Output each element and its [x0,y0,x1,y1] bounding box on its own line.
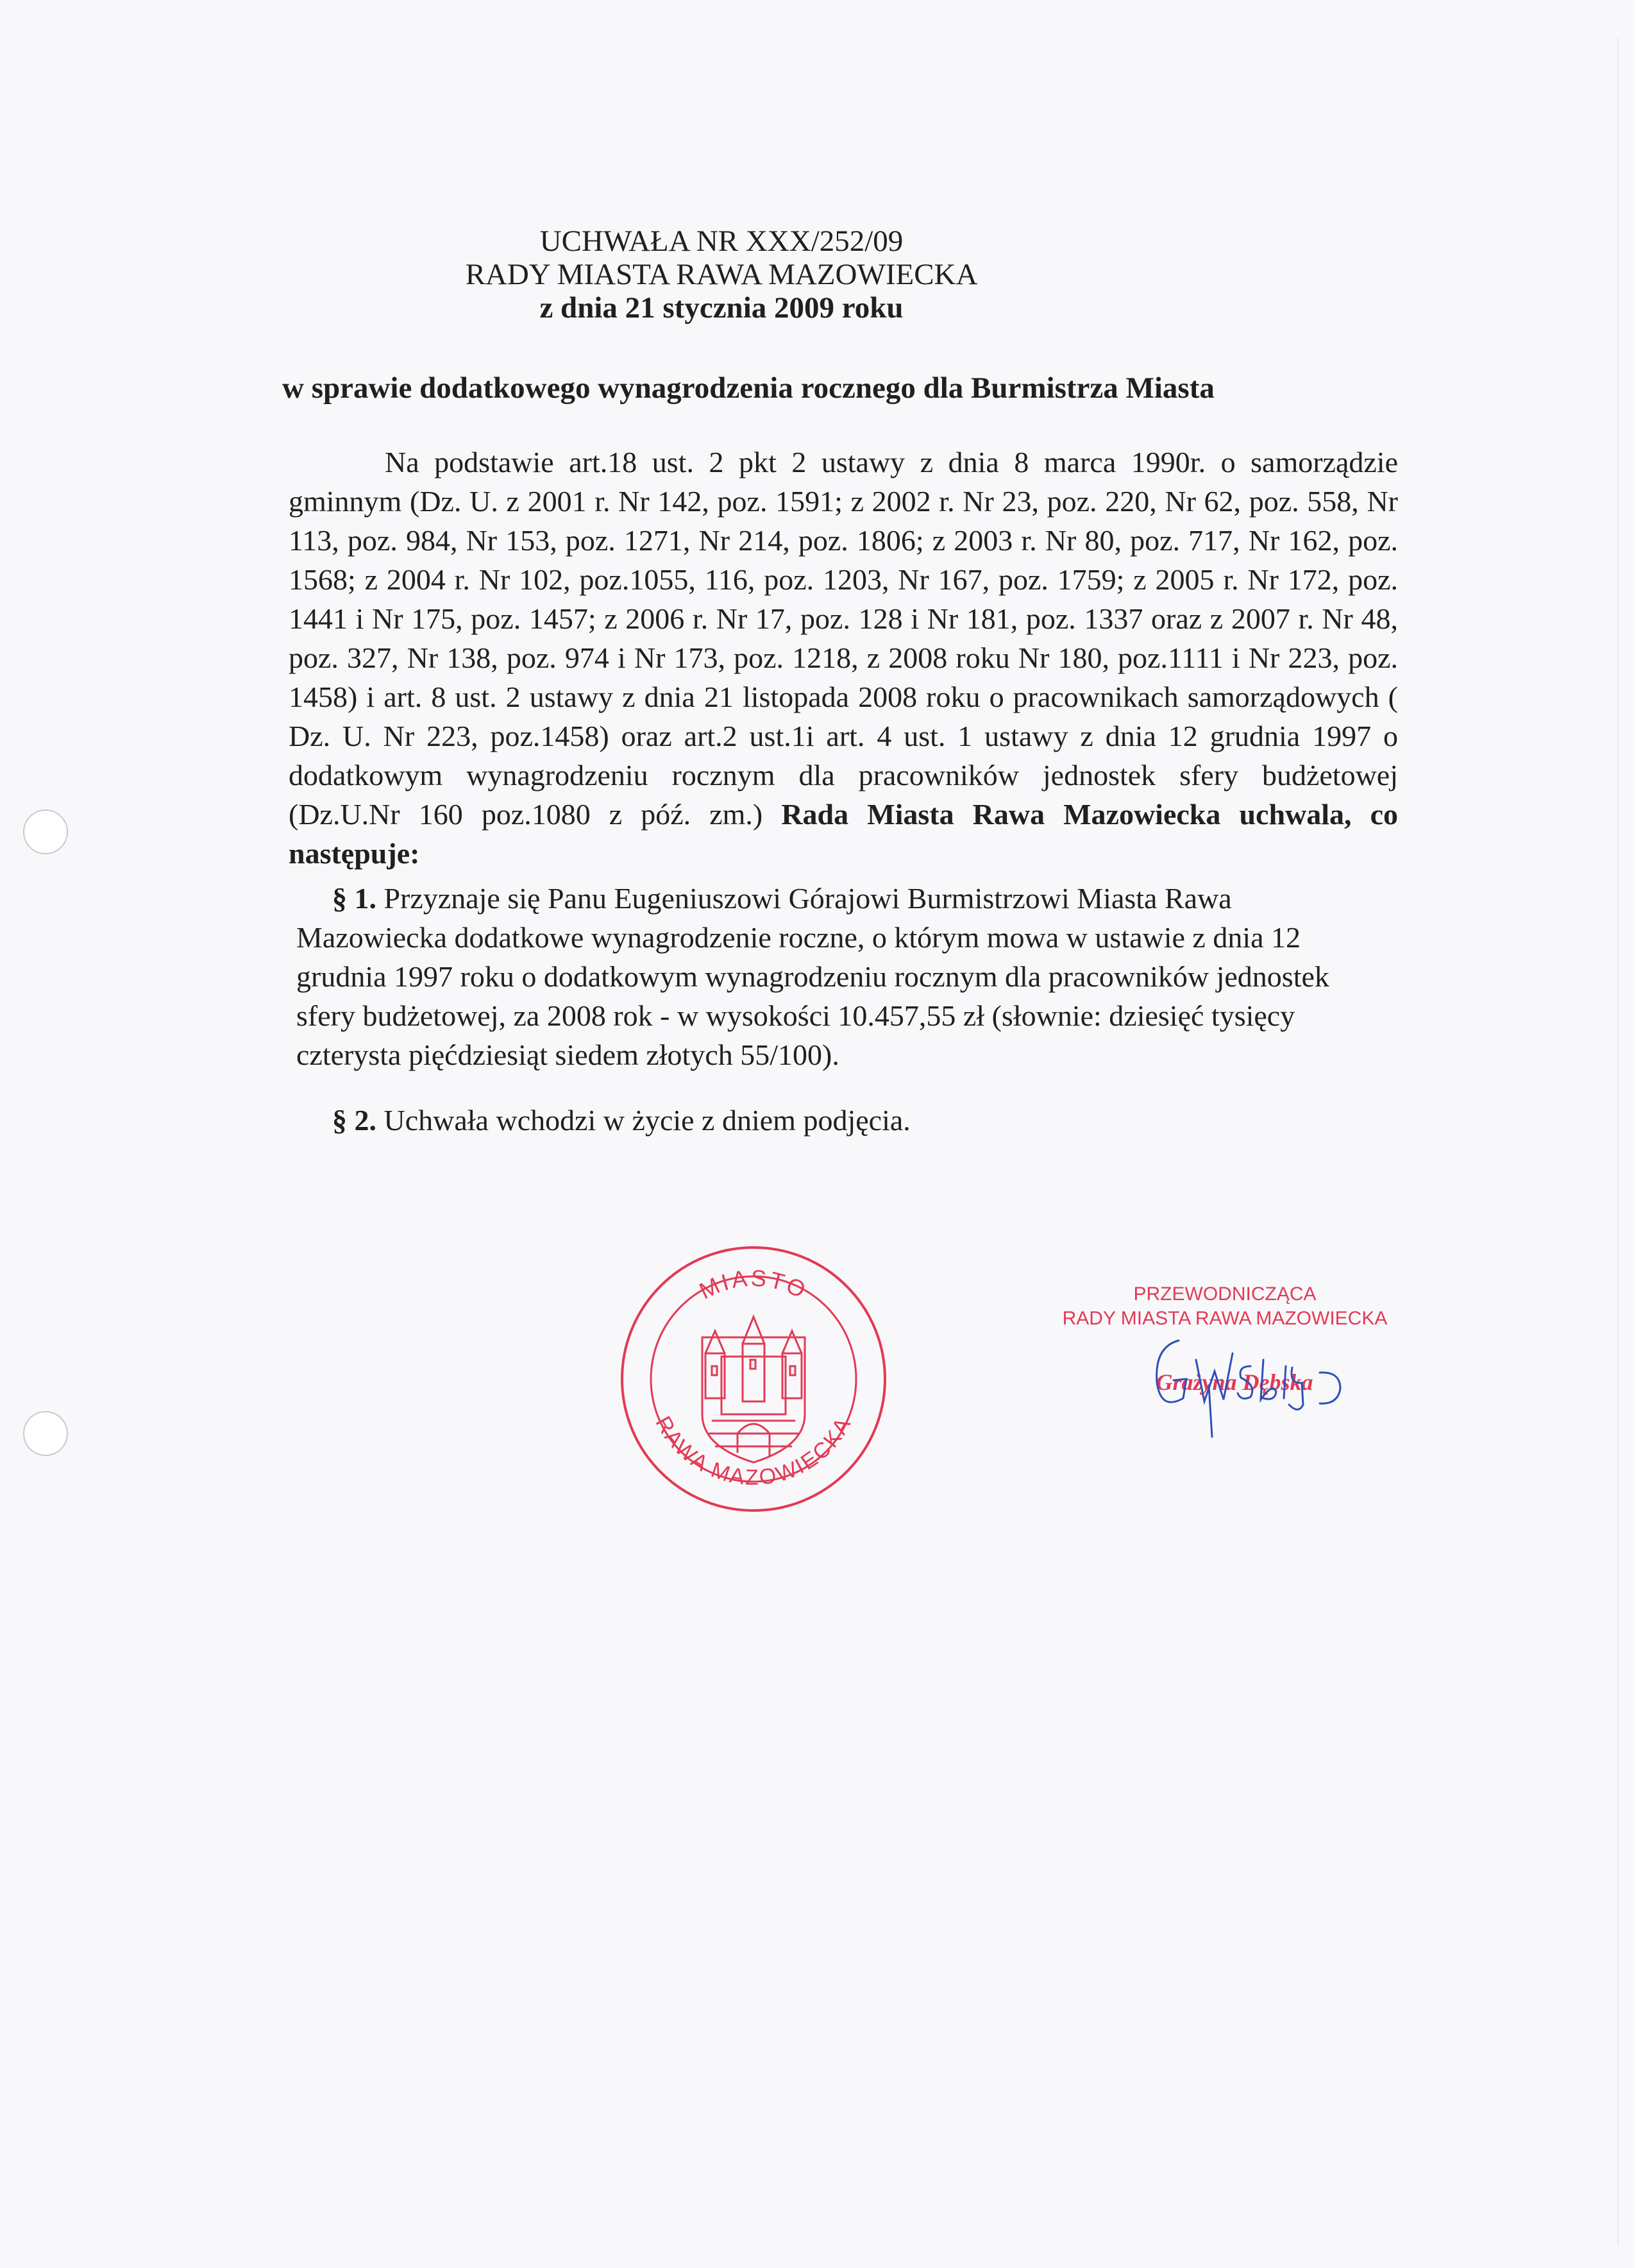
paragraph-2 [296,1101,1422,1140]
castle-emblem [702,1317,805,1462]
resolution-subject: w sprawie dodatkowego wynagrodzenia rocznego dla Burmistrza Miasta [282,371,1215,405]
seal-bottom-text: RAWA MAZOWIECKA [650,1412,857,1490]
signatory-name: Grażyna Dębska [1156,1369,1313,1395]
svg-text:MIASTO [695,1265,812,1305]
legal-basis [289,443,1398,873]
paragraph-symbol: § 1. [332,882,376,915]
page-edge-line [1617,38,1619,2245]
resolution-header [0,224,1443,325]
punch-hole-lower [23,1411,68,1456]
signatory-role: PRZEWODNICZĄCA [1133,1283,1317,1305]
legal-basis-text: Na podstawie art.18 ust. 2 pkt 2 ustawy z dnia 8 marca 1990r. o samorządzie gminnym (Dz. U. z 2001 r. Nr 142, poz. 1591; z 2002 r. Nr 23, poz. 220, Nr 62, poz. 558, Nr 113, poz. 984, Nr 153, poz. 1271, Nr 214, poz. 1806; z 2003 r. Nr 80, poz. 717, Nr 162, poz. 1568; z 2004 r. Nr 102, poz.1055, 116, poz. 1203, Nr 167, poz. 1759; z 2005 r. Nr 172, poz. 1441 i Nr 175, poz. 1457; z 2006 r. Nr 17, poz. 128 i Nr 181, poz. 1337 oraz z 2007 r. Nr 48, poz. 327, Nr 138, poz. 974 i Nr 173, poz. 1218, z 2008 roku Nr 180, poz.1111 i Nr 223, poz. 1458) i art. 8 ust. 2 ustawy z dnia 21 listopada 2008 roku o pracownikach samorządowych ( Dz. U. Nr 223, poz.1458) oraz art.2 ust.1i art. 4 ust. 1 ustawy z dnia 12 grudnia 1997 o dodatkowym wynagrodzeniu rocznym dla pracowników jednostek sfery budżetowej (Dz.U.Nr 160 poz.1080 z póź. zm.) [289,446,1398,831]
issuing-body: RADY MIASTA RAWA MAZOWIECKA [465,258,978,291]
punch-hole-upper [23,809,68,854]
signatory-body: RADY MIASTA RAWA MAZOWIECKA [1062,1308,1388,1329]
seal-top-text: MIASTO [695,1264,813,1305]
paragraph-text: Przyznaje się Panu Eugeniuszowi Górajowi Burmistrzowi Miasta Rawa Mazowiecka dodatkowe wynagrodzenie roczne, o którym mowa w ustawie z dnia 12 grudnia 1997 roku o dodatkowym wynagrodzeniu rocznym dla pracowników jednostek sfery budżetowej, za 2008 rok - w wysokości 10.457,55 zł (słownie: dziesięć tysięcy czterysta pięćdziesiąt siedem złotych 55/100). [296,882,1329,1071]
handwritten-signature [1148,1321,1366,1443]
resolution-date: z dnia 21 stycznia 2009 roku [539,291,904,325]
paragraph-symbol: § 2. [332,1104,376,1137]
paragraph-1 [296,879,1386,1074]
city-seal-stamp [616,1241,891,1517]
resolution-number: UCHWAŁA NR XXX/252/09 [539,224,904,258]
paragraph-text: Uchwała wchodzi w życie z dniem podjęcia. [383,1104,911,1137]
legal-basis-closing: Rada Miasta Rawa Mazowiecka uchwala, co następuje: [289,798,1398,870]
